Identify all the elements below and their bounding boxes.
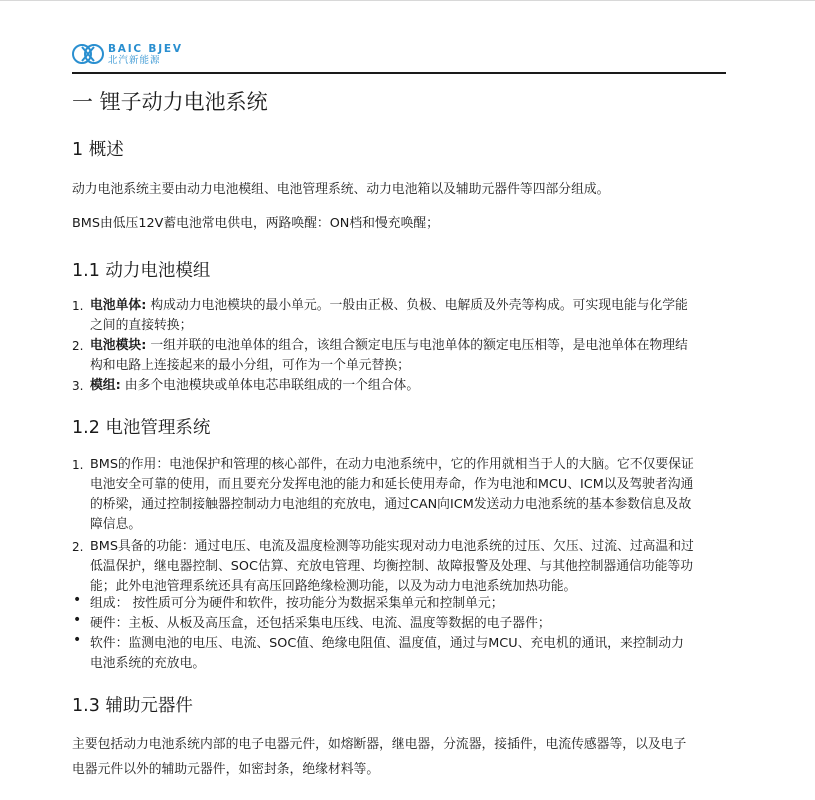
section-heading-1-2: 1.2 电池管理系统 xyxy=(72,418,211,438)
bms-bullet-list xyxy=(72,594,732,674)
list-item: 2. BMS具备的功能：通过电压、电流及温度检测等功能实现对动力电池系统的过压、欠压、过流、过高温和过 低温保护，继电器控制、SOC估算、充放电管理、均衡控制、故障报警及处理、与其他控制器通信功能等功 能；此外电池管理系统还具有高压回路绝缘检测功能，以及为动力电池系统加热功能。 xyxy=(72,539,694,594)
section-heading-1-3: 1.3 辅助元器件 xyxy=(72,696,193,716)
list-item: • 硬件：主板、从板及高压盒，还包括采集电压线、电流、温度等数据的电子器件； xyxy=(73,612,551,631)
section-heading-1: 1 概述 xyxy=(72,140,124,160)
section-heading-1-1: 1.1 动力电池模组 xyxy=(72,261,211,281)
list-item: 2. 电池模块: 一组并联的电池单体的组合，该组合额定电压与电池单体的额定电压相等，是电池单体在物理结 构和电路上连接起来的最小分组，可作为一个单元替换； xyxy=(72,338,688,373)
logo-english: BAIC BJEV xyxy=(108,42,183,55)
list-item: • 组成： 按性质可分为硬件和软件，按功能分为数据采集单元和控制单元； xyxy=(73,592,504,611)
paragraph-bms-power: BMS由低压12V蓄电池常电供电，两路唤醒：ON档和慢充唤醒； xyxy=(72,216,439,231)
list-item: 1. 电池单体: 构成动力电池模块的最小单元。一般由正极、负极、电解质及外壳等构成。可实现电能与化学能 之间的直接转换； xyxy=(72,298,688,333)
list-item: • 软件：监测电池的电压、电流、SOC值、绝缘电阻值、温度值，通过与MCU、充电机的通讯，来控制动力 电池系统的充放电。 xyxy=(73,632,684,671)
header-rule xyxy=(72,72,726,74)
battery-module-list xyxy=(72,296,732,396)
bms-numbered-list xyxy=(72,455,732,597)
page-title: 一 锂子动力电池系统 xyxy=(72,90,268,114)
list-item: 3. 模组: 由多个电池模块或单体电芯串联组成的一个组合体。 xyxy=(72,378,420,393)
brand-logo xyxy=(72,40,183,68)
bjev-emblem-icon xyxy=(72,40,104,68)
paragraph-overview: 动力电池系统主要由动力电池模组、电池管理系统、动力电池箱以及辅助元器件等四部分组成。 xyxy=(72,182,610,197)
list-item: 1. BMS的作用：电池保护和管理的核心部件，在动力电池系统中，它的作用就相当于人的大脑。它不仅要保证 电池安全可靠的使用，而且要充分发挥电池的能力和延长使用寿命，作为电池和MCU、ICM以及驾驶者沟通 的桥梁，通过控制接触器控制动力电池组的充放电，通过CAN向ICM发送动力电池系统的基本参数信息及故 障信息。 xyxy=(72,457,694,532)
paragraph-aux-components-1: 主要包括动力电池系统内部的电子电器元件，如熔断器，继电器，分流器，接插件，电流传感器等，以及电子 xyxy=(72,737,687,752)
top-border xyxy=(0,0,815,1)
logo-chinese: 北汽新能源 xyxy=(108,54,161,66)
paragraph-aux-components-2: 电器元件以外的辅助元器件，如密封条，绝缘材料等。 xyxy=(72,762,380,777)
